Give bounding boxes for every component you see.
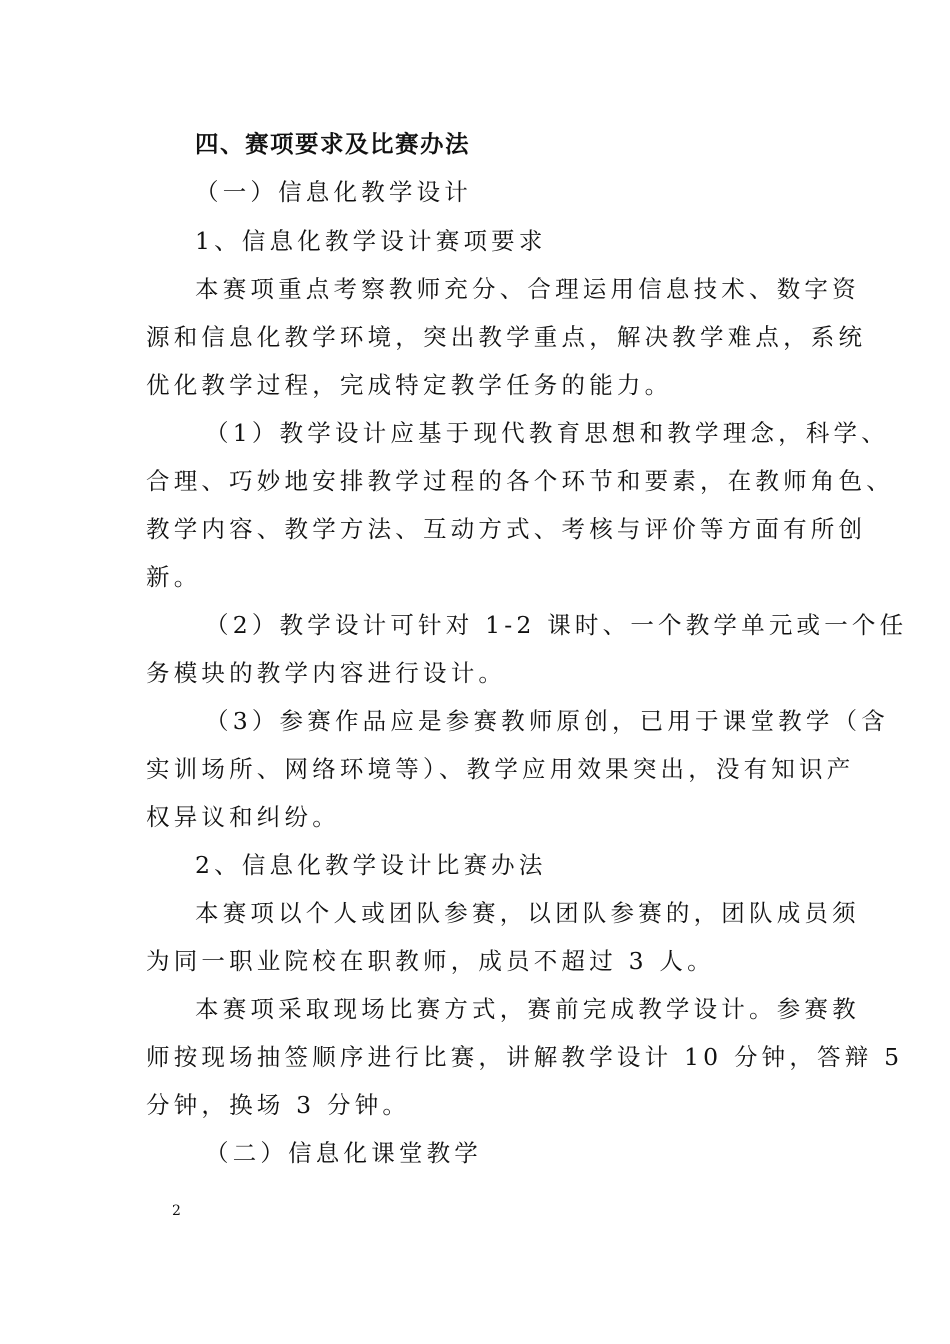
paragraph-3-line-2: 师按现场抽签顺序进行比赛，讲解教学设计 10 分钟，答辩 5 bbox=[146, 1043, 904, 1071]
paragraph-2-line-1: 本赛项以个人或团队参赛，以团队参赛的，团队成员须 bbox=[195, 899, 860, 927]
list-item-1-line-2: 合理、巧妙地安排教学过程的各个环节和要素，在教师角色、 bbox=[146, 467, 894, 495]
section-heading: 四、赛项要求及比赛办法 bbox=[195, 130, 470, 158]
paragraph-2-line-2: 为同一职业院校在职教师，成员不超过 3 人。 bbox=[146, 947, 715, 975]
list-item-2-line-2: 务模块的教学内容进行设计。 bbox=[146, 659, 507, 687]
paragraph-1-line-1: 本赛项重点考察教师充分、合理运用信息技术、数字资 bbox=[195, 275, 860, 303]
subsection-title-2: （二）信息化课堂教学 bbox=[205, 1139, 482, 1167]
paragraph-1-line-3: 优化教学过程，完成特定教学任务的能力。 bbox=[146, 371, 673, 399]
list-item-1-line-4: 新。 bbox=[146, 563, 202, 591]
paragraph-3-line-3: 分钟，换场 3 分钟。 bbox=[146, 1091, 411, 1119]
subsection-title-1: （一）信息化教学设计 bbox=[195, 178, 472, 206]
item-title-2: 2、信息化教学设计比赛办法 bbox=[195, 851, 547, 879]
list-item-1-line-3: 教学内容、教学方法、互动方式、考核与评价等方面有所创 bbox=[146, 515, 867, 543]
item-title-1: 1、信息化教学设计赛项要求 bbox=[195, 227, 547, 255]
list-item-2-line-1: （2）教学设计可针对 1-2 课时、一个教学单元或一个任 bbox=[205, 611, 908, 639]
list-item-1-line-1: （1）教学设计应基于现代教育思想和教学理念，科学、 bbox=[205, 419, 889, 447]
list-item-3-line-1: （3）参赛作品应是参赛教师原创，已用于课堂教学（含 bbox=[205, 707, 889, 735]
paragraph-3-line-1: 本赛项采取现场比赛方式，赛前完成教学设计。参赛教 bbox=[195, 995, 860, 1023]
list-item-3-line-3: 权异议和纠纷。 bbox=[146, 803, 340, 831]
paragraph-1-line-2: 源和信息化教学环境，突出教学重点，解决教学难点，系统 bbox=[146, 323, 867, 351]
list-item-3-line-2: 实训场所、网络环境等）、教学应用效果突出，没有知识产 bbox=[146, 755, 855, 783]
page-number: 2 bbox=[172, 1203, 181, 1219]
